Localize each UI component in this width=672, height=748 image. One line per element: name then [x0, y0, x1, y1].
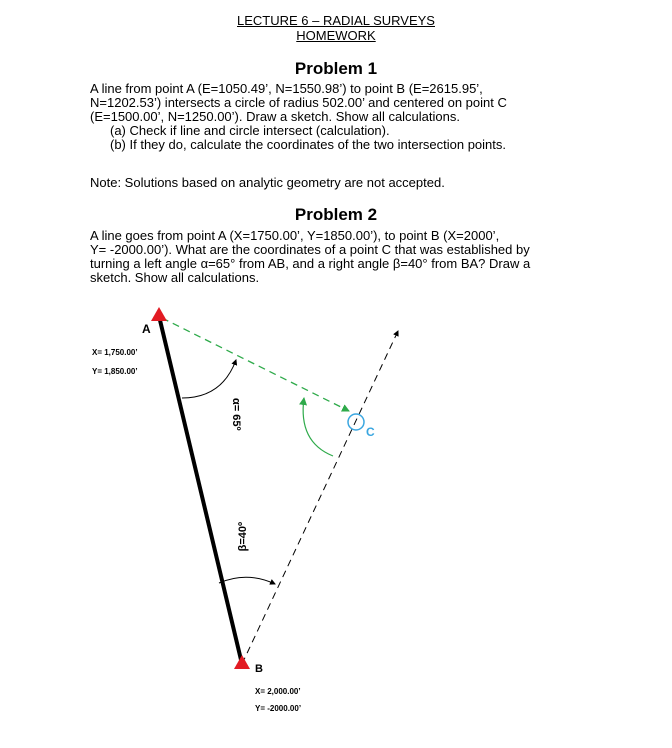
homework-title: HOMEWORK	[296, 28, 376, 43]
line-ab	[159, 316, 242, 664]
point-b-y: Y= -2000.00’	[255, 704, 302, 713]
alpha-label: α= 65º	[230, 398, 242, 431]
problem1-part-a: (a) Check if line and circle intersect (calculation).	[110, 123, 390, 138]
point-c-label: C	[366, 425, 375, 439]
point-a-marker	[151, 307, 167, 321]
problem2-line: A line goes from point A (X=1750.00’, Y=1850.00’), to point B (X=2000’,	[90, 228, 500, 243]
problem2-line: Y= -2000.00’). What are the coordinates of a point C that was established by	[90, 242, 530, 257]
point-c-circle	[348, 414, 364, 430]
point-b-label: B	[255, 663, 263, 675]
green-arc	[303, 398, 333, 456]
point-a-y: Y= 1,850.00’	[92, 367, 138, 376]
lecture-title: LECTURE 6 – RADIAL SURVEYS	[237, 13, 435, 28]
problem2-line: turning a left angle α=65° from AB, and a right angle β=40° from BA? Draw a	[90, 256, 531, 271]
beta-arc	[219, 577, 275, 584]
point-a-label: A	[142, 322, 151, 336]
beta-label: β=40º	[237, 522, 249, 552]
problem1-title: Problem 1	[294, 59, 378, 78]
problem1-line: (E=1500.00’, N=1250.00’). Draw a sketch. Show all calculations.	[90, 109, 460, 124]
point-b-x: X= 2,000.00’	[255, 687, 301, 696]
problem1-line: A line from point A (E=1050.49’, N=1550.98’) to point B (E=2615.95’,	[90, 81, 483, 96]
line-bc-dashed	[242, 331, 398, 664]
alpha-arc	[182, 360, 236, 398]
problem1-note: Note: Solutions based on analytic geometry are not accepted.	[90, 175, 445, 190]
problem2-line: sketch. Show all calculations.	[90, 270, 260, 285]
problem1-part-b: (b) If they do, calculate the coordinates of the two intersection points.	[110, 137, 506, 152]
line-ac-dashed	[162, 318, 349, 411]
problem1-line: N=1202.53’) intersects a circle of radius 502.00’ and centered on point C	[90, 95, 507, 110]
point-b-marker	[234, 655, 250, 669]
problem2-title: Problem 2	[294, 205, 378, 224]
point-a-x: X= 1,750.00’	[92, 348, 138, 357]
